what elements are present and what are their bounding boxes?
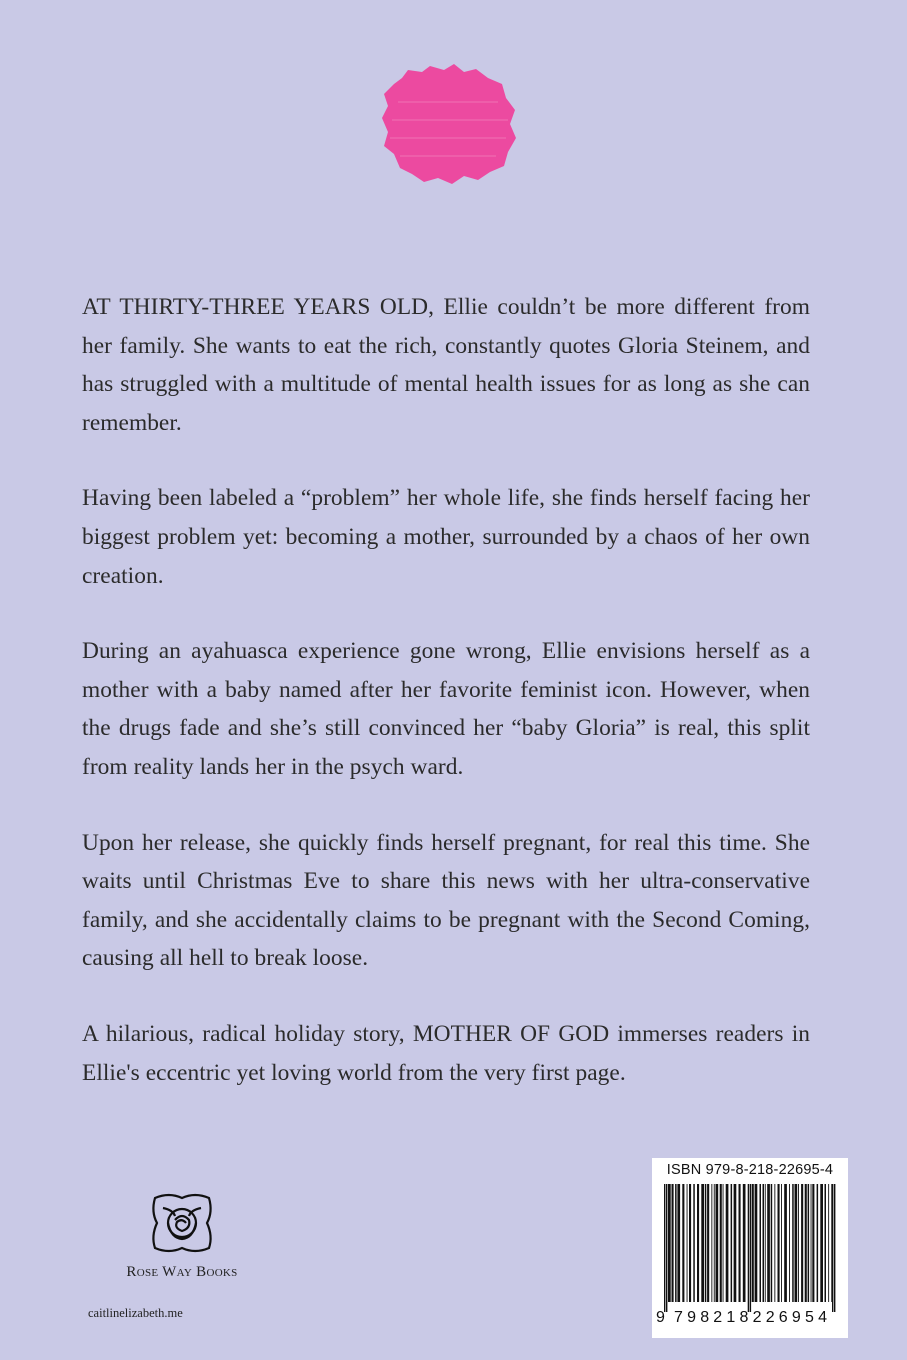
ean-first-digit: 9 bbox=[656, 1309, 665, 1326]
barcode-bar bbox=[828, 1184, 829, 1302]
back-cover-blurb bbox=[82, 288, 810, 1129]
barcode-bar bbox=[675, 1184, 677, 1302]
barcode-bar bbox=[711, 1184, 712, 1302]
blurb-paragraph-1: AT THIRTY-THREE YEARS OLD, Ellie couldn’t be more different from her family. She wants to eat the rich, constantly quotes Gloria Steinem, and has struggled with a multitude of mental health issues for as long as she can remember. bbox=[82, 294, 810, 436]
pink-ink-blot bbox=[378, 62, 518, 187]
barcode-bar bbox=[697, 1184, 699, 1302]
barcode-bar bbox=[767, 1184, 770, 1302]
rose-icon bbox=[149, 1190, 215, 1256]
barcode-bar bbox=[801, 1184, 803, 1302]
barcode-bar bbox=[720, 1184, 722, 1302]
barcode-bar bbox=[752, 1184, 754, 1302]
barcode-guard-bar bbox=[832, 1184, 833, 1312]
barcode-guard-bar bbox=[748, 1184, 749, 1312]
barcode-bar bbox=[734, 1184, 737, 1302]
barcode-bar bbox=[811, 1184, 812, 1302]
barcode-bar bbox=[765, 1184, 766, 1302]
isbn-barcode bbox=[652, 1158, 848, 1338]
author-website: caitlinelizabeth.me bbox=[88, 1306, 183, 1320]
barcode-bar bbox=[812, 1184, 814, 1302]
blurb-paragraph-5: A hilarious, radical holiday story, MOTHER OF GOD immerses readers in Ellie's eccentric yet loving world from the very first page. bbox=[82, 1020, 810, 1086]
barcode-guard-bar bbox=[664, 1184, 665, 1312]
barcode-bar bbox=[817, 1184, 819, 1302]
barcode-bar bbox=[707, 1184, 709, 1302]
barcode-bar bbox=[798, 1184, 799, 1302]
barcode-bar bbox=[687, 1184, 688, 1302]
barcode-bar bbox=[820, 1184, 823, 1302]
barcode-bar bbox=[792, 1184, 794, 1302]
barcode-bar bbox=[682, 1184, 684, 1302]
barcode-bar bbox=[743, 1184, 746, 1302]
barcode-bar bbox=[731, 1184, 733, 1302]
barcode-bar bbox=[781, 1184, 782, 1302]
barcode-bar bbox=[771, 1184, 773, 1302]
barcode-bar bbox=[701, 1184, 704, 1302]
barcode-bar bbox=[672, 1184, 674, 1302]
barcode-bar bbox=[805, 1184, 807, 1302]
ean-digits: 798218226954 bbox=[674, 1309, 832, 1326]
publisher-logo bbox=[112, 1190, 252, 1281]
barcode-bar bbox=[795, 1184, 798, 1302]
publisher-name: Rose Way Books bbox=[126, 1264, 238, 1280]
barcode-bar bbox=[760, 1184, 762, 1302]
barcode-bar bbox=[705, 1184, 707, 1302]
barcode-bar bbox=[677, 1184, 680, 1302]
barcode-bar bbox=[789, 1184, 790, 1302]
blurb-paragraph-4: Upon her release, she quickly finds herself pregnant, for real this time. She waits until Christmas Eve to share this news with her ultra-conservative family, and she accidentally claims to be pregnant with the Second Coming, causing all hell to break loose. bbox=[82, 829, 810, 972]
barcode-bar bbox=[755, 1184, 758, 1302]
blurb-paragraph-2: Having been labeled a “problem” her whole life, she finds herself facing her biggest problem yet: becoming a mother, surrounded by a chaos of her own creation. bbox=[82, 485, 810, 589]
barcode-bar bbox=[739, 1184, 741, 1302]
barcode-bar bbox=[726, 1184, 729, 1302]
isbn-label: ISBN 979-8-218-22695-4 bbox=[666, 1162, 834, 1178]
barcode-bar bbox=[808, 1184, 810, 1302]
barcode-guard-bar bbox=[834, 1184, 835, 1312]
barcode-bar bbox=[723, 1184, 724, 1302]
barcode-bar bbox=[778, 1184, 780, 1302]
barcode-bars bbox=[660, 1184, 840, 1312]
barcode-bar bbox=[689, 1184, 691, 1302]
barcode-bar bbox=[774, 1184, 775, 1302]
barcode-bar bbox=[714, 1184, 715, 1302]
barcode-bar bbox=[668, 1184, 671, 1302]
blurb-paragraph-3: During an ayahuasca experience gone wrong, Ellie envisions herself as a mother with a baby named after her favorite feminist icon. However, when the drugs fade and she’s still convinced her “baby Gloria” is real, this split from reality lands her in the psych ward. bbox=[82, 638, 810, 780]
barcode-bar bbox=[825, 1184, 827, 1302]
barcode-guard-bar bbox=[750, 1184, 751, 1312]
barcode-bar bbox=[784, 1184, 787, 1302]
barcode-bar bbox=[763, 1184, 765, 1302]
barcode-guard-bar bbox=[666, 1184, 667, 1312]
barcode-bar bbox=[693, 1184, 695, 1302]
barcode-bar bbox=[716, 1184, 719, 1302]
